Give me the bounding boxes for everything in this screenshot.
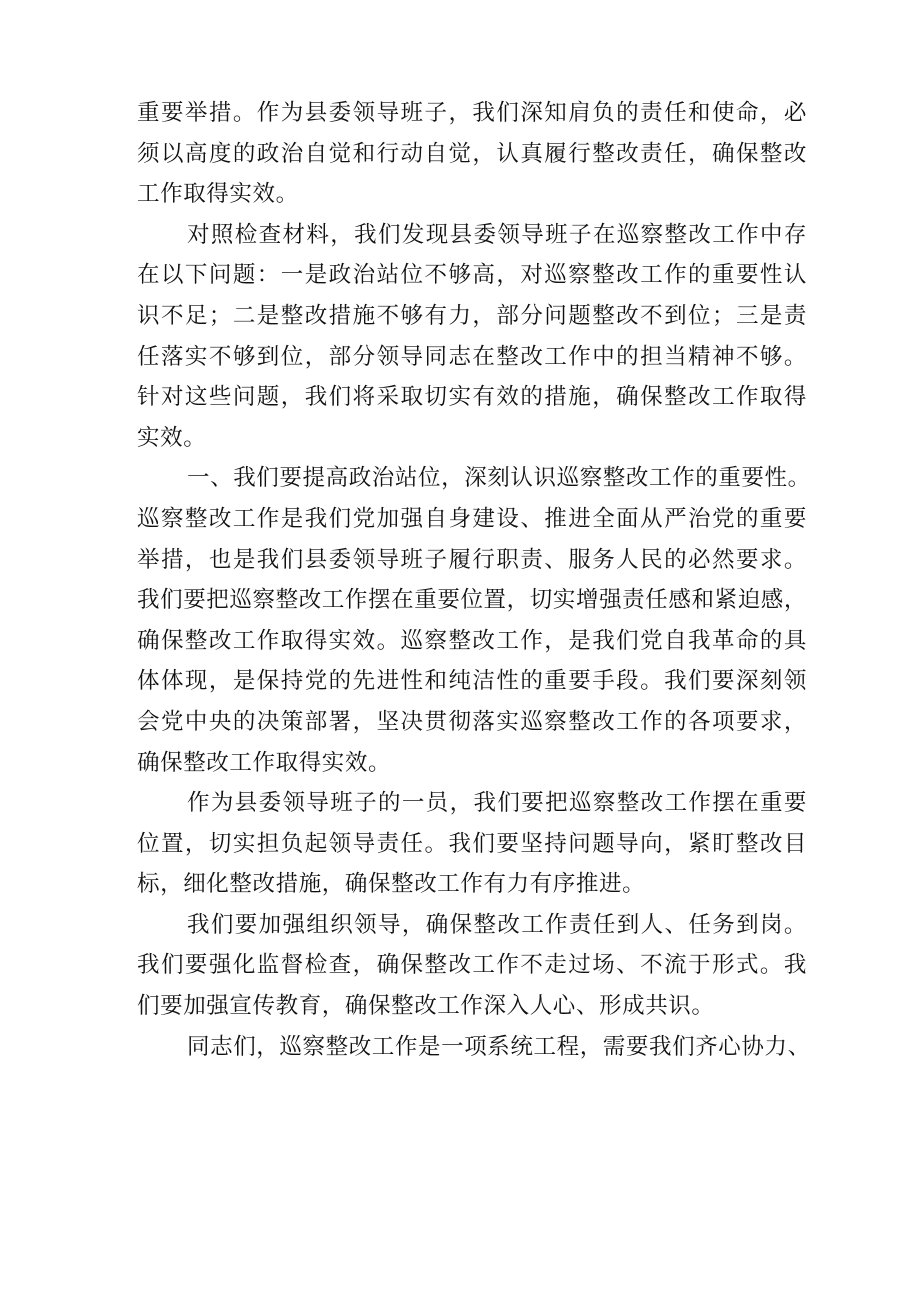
text-line: 我们要强化监督检查，确保整改工作不走过场、不流于形式。我 <box>137 952 807 979</box>
text-line: 巡察整改工作是我们党加强自身建设、推进全面从严治党的重要 <box>137 505 807 532</box>
text-line: 识不足；二是整改措施不够有力，部分问题整改不到位；三是责 <box>137 302 807 329</box>
text-line: 在以下问题：一是政治站位不够高，对巡察整改工作的重要性认 <box>137 262 807 289</box>
document-body <box>137 93 811 1067</box>
text-line: 我们要加强组织领导，确保整改工作责任到人、任务到岗。 <box>187 911 807 938</box>
text-line: 确保整改工作取得实效。巡察整改工作，是我们党自我革命的具 <box>137 627 807 654</box>
text-line: 重要举措。作为县委领导班子，我们深知肩负的责任和使命，必 <box>137 100 807 126</box>
text-line: 实效。 <box>137 424 207 451</box>
text-line: 同志们，巡察整改工作是一项系统工程，需要我们齐心协力、 <box>187 1033 811 1060</box>
text-line: 标，细化整改措施，确保整改工作有力有序推进。 <box>137 871 646 898</box>
text-line: 作为县委领导班子的一员，我们要把巡察整改工作摆在重要 <box>187 790 807 817</box>
text-line: 会党中央的决策部署，坚决贯彻落实巡察整改工作的各项要求， <box>137 708 807 735</box>
text-line: 工作取得实效。 <box>137 181 299 208</box>
text-line: 须以高度的政治自觉和行动自觉，认真履行整改责任，确保整改 <box>137 140 807 167</box>
text-line: 针对这些问题，我们将采取切实有效的措施，确保整改工作取得 <box>137 384 807 411</box>
text-line: 对照检查材料，我们发现县委领导班子在巡察整改工作中存 <box>187 221 807 248</box>
text-line: 确保整改工作取得实效。 <box>137 749 392 776</box>
text-line: 体体现，是保持党的先进性和纯洁性的重要手段。我们要深刻领 <box>137 668 807 695</box>
text-line: 位置，切实担负起领导责任。我们要坚持问题导向，紧盯整改目 <box>137 830 807 857</box>
text-line: 举措，也是我们县委领导班子履行职责、服务人民的必然要求。 <box>137 546 807 573</box>
text-line: 我们要把巡察整改工作摆在重要位置，切实增强责任感和紧迫感， <box>137 587 807 614</box>
text-line: 任落实不够到位，部分领导同志在整改工作中的担当精神不够。 <box>137 343 807 370</box>
text-line: 们要加强宣传教育，确保整改工作深入人心、形成共识。 <box>137 993 715 1020</box>
text-line: 一、我们要提高政治站位，深刻认识巡察整改工作的重要性。 <box>187 465 811 492</box>
